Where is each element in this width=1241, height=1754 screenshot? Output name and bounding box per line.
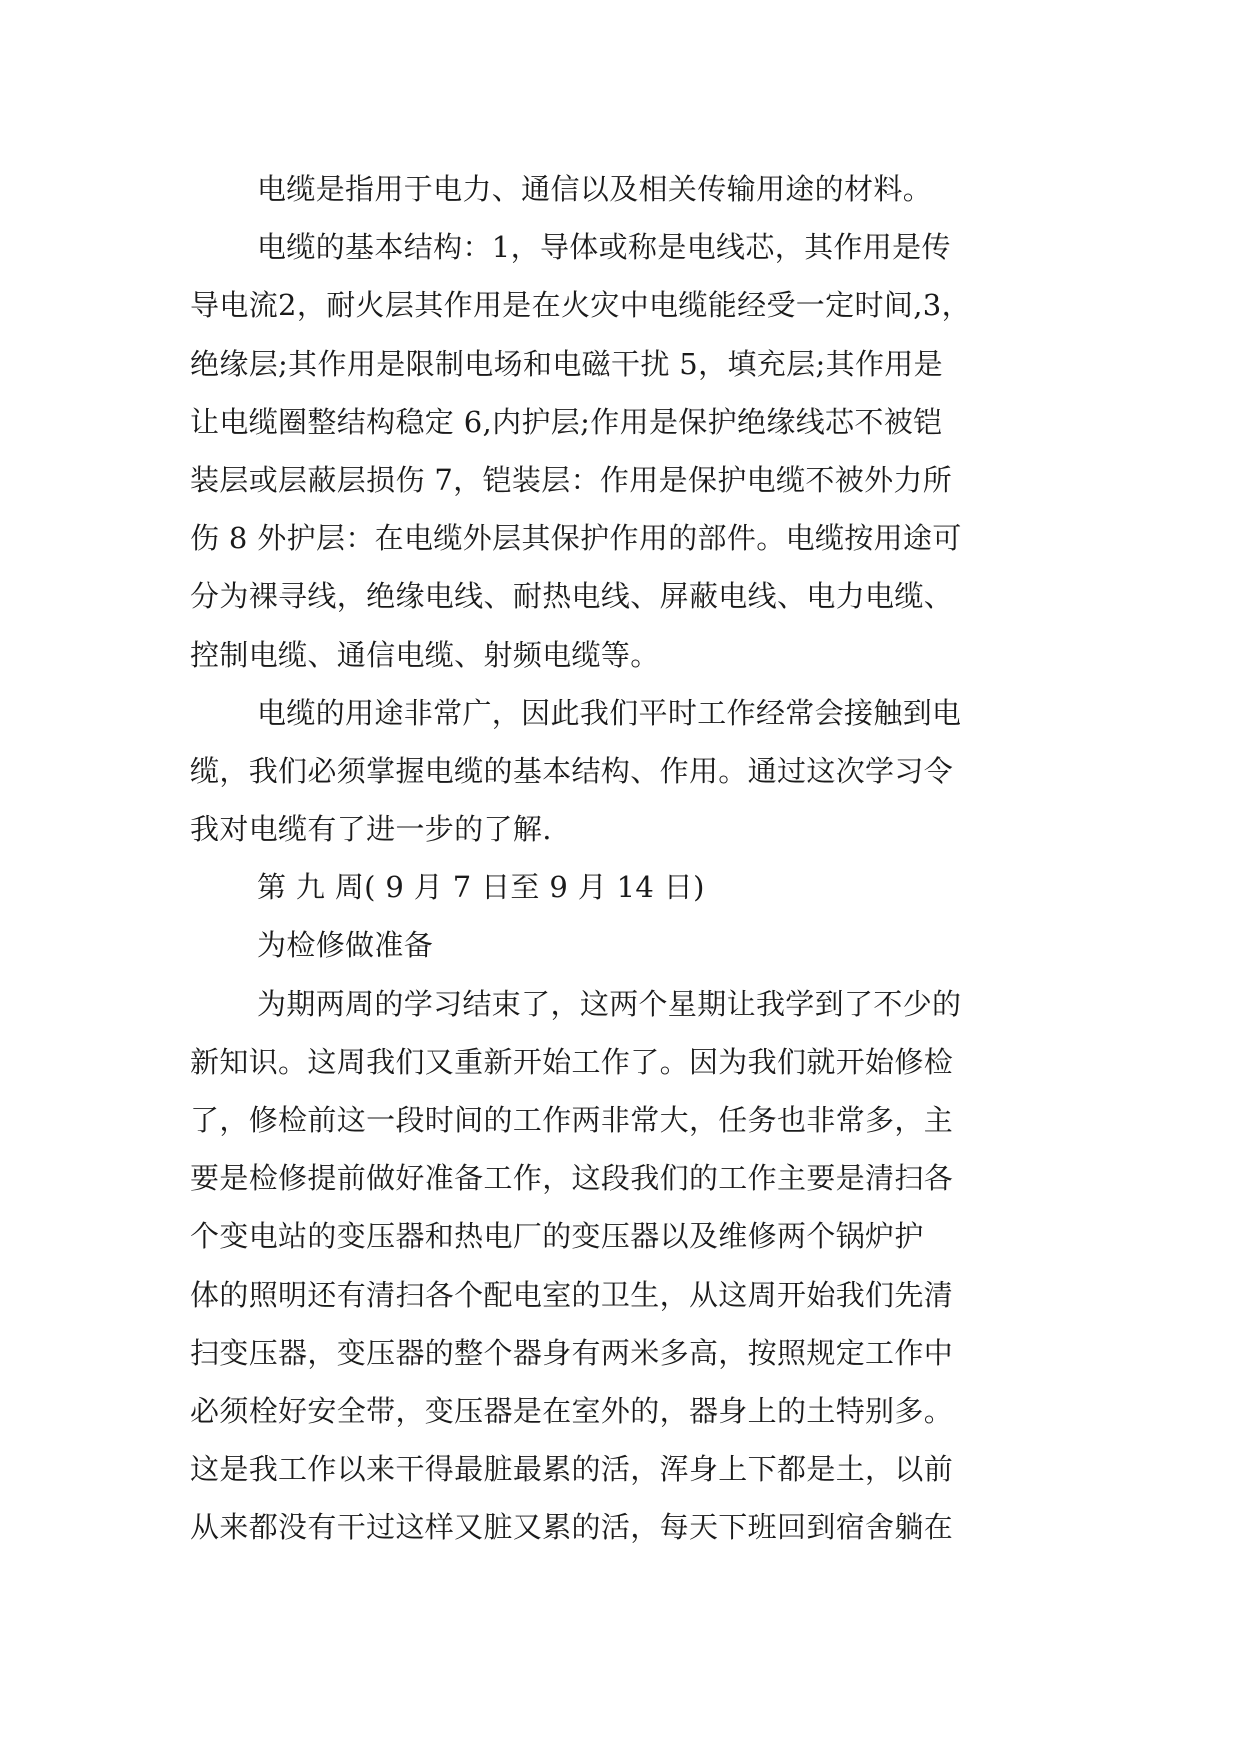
- text-line: 必须栓好安全带，变压器是在室外的，器身上的土特别多。: [190, 1393, 954, 1428]
- document-body: [190, 160, 1070, 1557]
- text-line: 控制电缆、通信电缆、射频电缆等。: [190, 637, 660, 672]
- text-line: 电缆的基本结构：1，导体或称是电线芯，其作用是传: [257, 230, 951, 265]
- text-line: 装层或层蔽层损伤 7，铠装层：作用是保护电缆不被外力所: [190, 462, 953, 497]
- text-line: 新知识。这周我们又重新开始工作了。因为我们就开始修检: [190, 1044, 954, 1079]
- text-line: 了，修检前这一段时间的工作两非常大，任务也非常多，主: [190, 1103, 954, 1137]
- text-line: 个变电站的变压器和热电厂的变压器以及维修两个锅炉护: [190, 1219, 924, 1254]
- text-line: 这是我工作以来干得最脏最累的活，浑身上下都是土，以前: [190, 1452, 954, 1487]
- text-line: 扫变压器，变压器的整个器身有两米多高，按照规定工作中: [190, 1335, 954, 1370]
- text-line: 从来都没有干过这样又脏又累的活，每天下班回到宿舍躺在: [190, 1510, 954, 1545]
- text-line: 我对电缆有了进一步的了解.: [190, 812, 552, 847]
- text-line: 让电缆圈整结构稳定 6,内护层;作用是保护绝缘线芯不被铠: [190, 404, 943, 439]
- text-line: 要是检修提前做好准备工作，这段我们的工作主要是清扫各: [190, 1161, 954, 1196]
- text-line: 电缆的用途非常广，因此我们平时工作经常会接触到电: [257, 695, 962, 730]
- text-line: 体的照明还有清扫各个配电室的卫生，从这周开始我们先清: [190, 1277, 954, 1312]
- text-line: 伤 8 外护层：在电缆外层其保护作用的部件。电缆按用途可: [190, 521, 962, 556]
- text-line: 缆，我们必须掌握电缆的基本结构、作用。通过这次学习令: [190, 753, 954, 788]
- text-line: 为检修做准备: [257, 928, 434, 963]
- text-line: 第 九 周( 9 月 7 日至 9 月 14 日): [257, 870, 705, 905]
- text-line: 电缆是指用于电力、通信以及相关传输用途的材料。: [257, 172, 933, 206]
- text-line: 分为裸寻线，绝缘电线、耐热电线、屏蔽电线、电力电缆、: [190, 579, 954, 614]
- text-line: 导电流2，耐火层其作用是在火灾中电缆能经受一定时间,3，: [190, 288, 971, 323]
- text-line: 为期两周的学习结束了，这两个星期让我学到了不少的: [257, 986, 962, 1021]
- text-line: 绝缘层;其作用是限制电场和电磁干扰 5，填充层;其作用是: [190, 346, 944, 381]
